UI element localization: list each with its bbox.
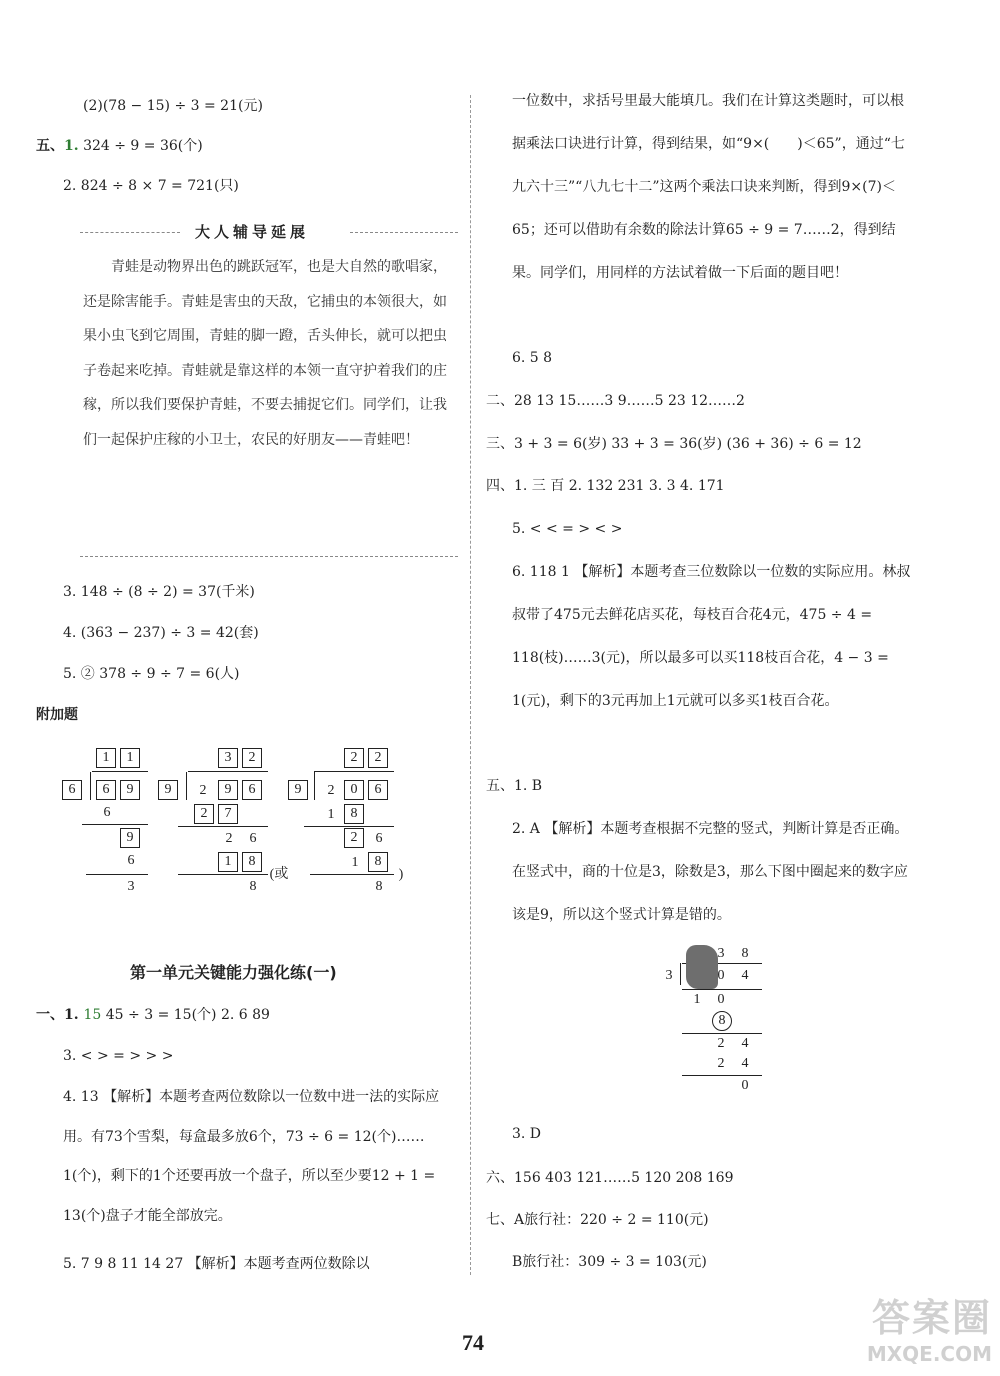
dividend-digit: 2 bbox=[327, 783, 335, 798]
long-division-1 bbox=[62, 748, 172, 898]
step-digit: 1 bbox=[327, 807, 335, 822]
step-line bbox=[82, 824, 148, 825]
answer-line: 七、A旅行社：220 ÷ 2 = 110(元) bbox=[486, 1212, 709, 1228]
step-digit: 1 bbox=[351, 855, 359, 870]
watermark bbox=[867, 1287, 992, 1366]
page-number: 74 bbox=[462, 1330, 484, 1355]
divisor: 9 bbox=[158, 780, 178, 800]
answer-line: 2. 824 ÷ 8 × 7 = 721(只) bbox=[63, 178, 239, 194]
step-digit: 2 bbox=[344, 828, 364, 848]
dividend-digit: 0 bbox=[344, 780, 364, 800]
step-digit: 2 bbox=[717, 1056, 725, 1071]
step-digit: 7 bbox=[218, 804, 238, 824]
section-rule bbox=[80, 556, 458, 557]
step-digit: 9 bbox=[120, 828, 140, 848]
step-line bbox=[310, 874, 394, 875]
answer-paragraph: 6. 118 1 【解析】本题考查三位数除以一位数的实际应用。林叔叔带了475元去鲜花店买花，每枝百合花4元，475 ÷ 4 = 118(枝)……3(元)，所以最多可以买118枝百合花，4 − 3 = 1(元)，剩下的3元再加上1元就可以多买1枝百合花。 bbox=[512, 564, 911, 709]
answer-line: 6. 5 8 bbox=[512, 350, 553, 366]
item-number: 1. bbox=[64, 138, 79, 154]
step-digit: 1 bbox=[218, 852, 238, 872]
division-bracket bbox=[680, 963, 681, 985]
step-line bbox=[682, 1075, 762, 1076]
section-rule bbox=[350, 232, 458, 233]
step-digit: 6 bbox=[127, 853, 135, 868]
step-digit: 4 bbox=[741, 1056, 749, 1071]
section-prefix: 五、 bbox=[36, 138, 64, 154]
answer-line: 4. (363 − 237) ÷ 3 = 42(套) bbox=[63, 625, 259, 641]
step-digit: 2 bbox=[225, 831, 233, 846]
answer-line: 5. ② 378 ÷ 9 ÷ 7 = 6(人) bbox=[63, 666, 240, 682]
answer-line: 五、1. B bbox=[486, 778, 543, 794]
answer-line: 5. 7 9 8 11 14 27 【解析】本题考查两位数除以 bbox=[63, 1256, 370, 1272]
remainder: 3 bbox=[127, 879, 135, 894]
extend-paragraph: 青蛙是动物界出色的跳跃冠军，也是大自然的歌唱家，还是除害能手。青蛙是害虫的天敌，它捕虫的本领很大，如果小虫飞到它周围，青蛙的脚一蹬，舌头伸长，就可以把虫子卷起来吃掉。青蛙就是靠这样的本领一直守护着我们的庄稼，所以我们要保护青蛙，不要去捕捉它们。同学们，让我们一起保护庄稼的小卫士，农民的好朋友——青蛙吧！ bbox=[83, 259, 447, 448]
dividend-digit: 9 bbox=[120, 780, 140, 800]
answer-line: 3. 148 ÷ (8 ÷ 2) = 37(千米) bbox=[63, 584, 255, 600]
dividend-digit: 0 bbox=[717, 968, 725, 983]
quotient-digit: 3 bbox=[218, 748, 238, 768]
division-bar bbox=[188, 771, 268, 772]
answer-line: (2)(78 − 15) ÷ 3 = 21(元) bbox=[83, 98, 263, 114]
section-rule bbox=[80, 232, 180, 233]
step-line bbox=[682, 1033, 762, 1034]
long-division-4 bbox=[660, 945, 770, 1105]
remainder: 8 bbox=[249, 879, 257, 894]
quotient-digit: 2 bbox=[368, 748, 388, 768]
quotient-digit: 1 bbox=[96, 748, 116, 768]
step-line bbox=[682, 989, 762, 990]
column-divider bbox=[470, 95, 471, 1275]
division-bar bbox=[92, 771, 148, 772]
or-note: (或 bbox=[269, 867, 289, 882]
step-digit: 4 bbox=[741, 1036, 749, 1051]
quotient-digit: 3 bbox=[717, 946, 725, 961]
remainder: 8 bbox=[375, 879, 383, 894]
remainder: 0 bbox=[741, 1078, 749, 1093]
long-division-3 bbox=[288, 748, 408, 898]
answer-paragraph: 2. A 【解析】本题考查根据不完整的竖式，判断计算是否正确。在竖式中，商的十位是3，除数是3，那么下图中圈起来的数字应该是9，所以这个竖式计算是错的。 bbox=[512, 821, 909, 923]
answer-paragraph: 一位数中，求括号里最大能填几。我们在计算这类题时，可以根据乘法口诀进行计算，得到结果，如“9×( )＜65”，通过“七九六十三”“八九七十二”这两个乘法口诀来判断，得到9×(7)＜65；还可以借助有余数的除法计算65 ÷ 9 = 7……2，得到结果。同学们，用同样的方法试着做一下后面的题目吧！ bbox=[512, 93, 905, 281]
answer-line: 3. < > = > > > bbox=[63, 1048, 174, 1064]
step-digit: 6 bbox=[103, 805, 111, 820]
circled-digit: 8 bbox=[712, 1011, 732, 1031]
step-digit: 2 bbox=[194, 804, 214, 824]
step-line bbox=[304, 826, 394, 827]
watermark-url: MXQE.COM bbox=[866, 1342, 992, 1366]
division-bar bbox=[314, 771, 394, 772]
or-note-close: ) bbox=[398, 867, 404, 882]
section-prefix: 一、1. bbox=[36, 1007, 84, 1023]
extend-text bbox=[83, 250, 458, 457]
dividend-digit: 6 bbox=[242, 780, 262, 800]
step-digit: 8 bbox=[368, 852, 388, 872]
divisor: 6 bbox=[62, 780, 82, 800]
answer-line bbox=[36, 1005, 270, 1025]
extra-title: 附加题 bbox=[36, 707, 78, 723]
unit-title: 第一单元关键能力强化练(一) bbox=[130, 963, 337, 982]
division-bracket bbox=[186, 772, 187, 800]
dividend-digit: 6 bbox=[96, 780, 116, 800]
answer-paragraph: 4. 13 【解析】本题考查两位数除以一位数中进一法的实际应用。有73个雪梨，每盒最多放6个，73 ÷ 6 = 12(个)……1(个)，剩下的1个还要再放一个盘子，所以至少要12 + 1 = 13(个)盘子才能全部放完。 bbox=[63, 1089, 440, 1224]
answer-line: 二、28 13 15……3 9……5 23 12……2 bbox=[486, 393, 745, 409]
step-digit: 1 bbox=[693, 992, 701, 1007]
answer-line: 三、3 + 3 = 6(岁) 33 + 3 = 36(岁) (36 + 36) ÷ 6 = 12 bbox=[486, 436, 862, 452]
long-division-2 bbox=[158, 748, 288, 898]
divisor: 3 bbox=[665, 968, 673, 983]
answer-text: 324 ÷ 9 = 36(个) bbox=[78, 138, 203, 154]
watermark-logo: 答案圈 bbox=[871, 1296, 992, 1340]
quotient-digit: 2 bbox=[242, 748, 262, 768]
dividend-digit: 2 bbox=[199, 783, 207, 798]
step-line bbox=[178, 826, 268, 827]
answer-line: B旅行社：309 ÷ 3 = 103(元) bbox=[512, 1254, 707, 1270]
step-line bbox=[178, 874, 268, 875]
answer-line: 六、156 403 121……5 120 208 169 bbox=[486, 1170, 734, 1186]
dividend-digit: 9 bbox=[218, 780, 238, 800]
answer-line: 3. D bbox=[512, 1126, 542, 1142]
answer-line bbox=[36, 136, 203, 156]
divisor: 9 bbox=[288, 780, 308, 800]
dividend-digit: 6 bbox=[368, 780, 388, 800]
answer-text: 45 ÷ 3 = 15(个) 2. 6 89 bbox=[101, 1007, 270, 1023]
division-bracket bbox=[314, 772, 315, 800]
step-digit: 0 bbox=[717, 992, 725, 1007]
division-bracket bbox=[90, 772, 91, 800]
step-digit: 8 bbox=[344, 804, 364, 824]
answer-value: 15 bbox=[83, 1007, 102, 1023]
quotient-digit: 1 bbox=[120, 748, 140, 768]
step-digit: 6 bbox=[375, 831, 383, 846]
step-digit: 8 bbox=[242, 852, 262, 872]
answer-line: 四、1. 三 百 2. 132 231 3. 3 4. 171 bbox=[486, 478, 725, 494]
extend-title: 大人辅导延展 bbox=[195, 223, 310, 241]
step-digit: 6 bbox=[249, 831, 257, 846]
step-digit: 2 bbox=[717, 1036, 725, 1051]
answer-line: 5. < < = > < > bbox=[512, 521, 623, 537]
step-line bbox=[86, 874, 148, 875]
quotient-digit: 8 bbox=[741, 946, 749, 961]
quotient-digit: 2 bbox=[344, 748, 364, 768]
dividend-digit: 4 bbox=[741, 968, 749, 983]
